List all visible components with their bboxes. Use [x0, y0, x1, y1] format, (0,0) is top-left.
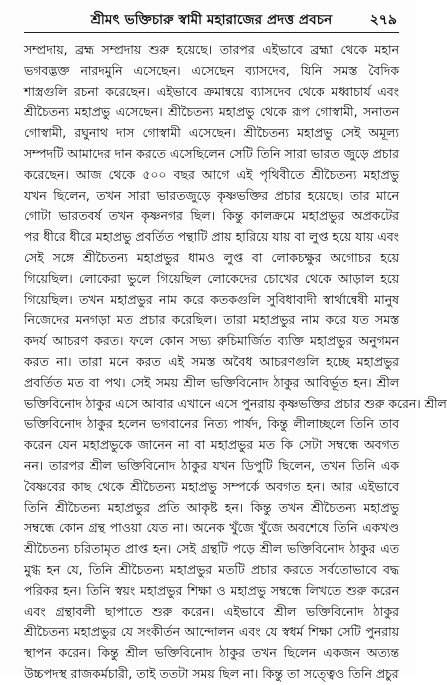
text-line: বৈষ্ণবের কাছ থেকে শ্রীচৈতন্য মহাপ্রভু সম্পর্কে অবগত হন। আর এইভাবে [24, 478, 399, 494]
text-line: নন। তারপর শ্রীল ভক্তিবিনোদ ঠাকুর যখন ডিপুটি ছিলেন, তখন তিনি এক [24, 457, 399, 473]
text-line: তিনি শ্রীচৈতন্য মহাপ্রভুর প্রতি আকৃষ্ট হন। কিন্তু তখন শ্রীচৈতন্য মহাপ্রভু [24, 499, 399, 515]
text-line: শ্রীচৈতন্য মহাপ্রভুর যে সংকীর্তন আন্দোলন এবং যে স্বধর্ম শিক্ষা সেটি পুনরায় [24, 624, 399, 640]
text-line: ভক্তিবিনোদ ঠাকুর এসে আবার এখানে এসে পুনরায় কৃষ্ণভক্তির প্রচার শুরু করেন। শ্রীল [24, 395, 447, 411]
text-line: ভক্তিবিনোদ ঠাকুর হলেন ভগবানের নিত্য পার্ষদ, কিন্তু লীলাচ্ছলে তিনি তাব [24, 416, 399, 432]
text-line: নিজেদের মনগড়া মত প্রচার করেছিল। তারা মহাপ্রভুর নাম করে যত সমস্ত [24, 312, 399, 328]
body-text [24, 40, 447, 685]
text-line: উচ্চপদস্থ রাজকর্মচারী, তাই ততটা সময় ছিল না। কিন্তু তা সত্ত্বেও তিনি প্রচুর [24, 665, 399, 681]
text-line: মুগ্ধ হন যে, তিনি শ্রীচৈতন্য মহাপ্রভুর মতটি প্রচার করতে সর্বতোভাবে বদ্ধ [24, 561, 399, 577]
text-line: সম্পদটি আমাদের দান করতে এসেছিলেন সেটি তিনি সারা ভারত জুড়ে প্রচার [24, 145, 399, 161]
text-line: সম্বন্ধে কোন গ্রন্থ পাওয়া যেত না। অনেক খুঁজে খুঁজে অবশেষে তিনি একখণ্ড [24, 520, 399, 536]
text-line: পরিকর হন। তিনি স্বয়ং মহাপ্রভুর শিক্ষা ও মহাপ্রভু সম্বন্ধে লিখতে শুরু করেন [24, 582, 399, 598]
running-header [24, 8, 399, 33]
text-line: কদর্য আচরণ করত। ফলে কোন সভ্য রুচিমার্জিত ব্যক্তি মহাপ্রভুর অনুগমন [24, 333, 399, 349]
text-line: গিয়েছিল। লোকেরা ভুলে গিয়েছিল লোকেদের চোখের থেকে আড়াল হয়ে [24, 270, 399, 286]
header-title: শ্রীমৎ ভক্তিচারু স্বামী মহারাজের প্রদত্ত প্রবচন [90, 11, 333, 28]
text-line: যখন ছিলেন, তখন সারা ভারতজুড়ে কৃষ্ণভক্তির প্রচার হয়েছে। তার মানে [24, 187, 399, 203]
page-number: ২৭৯ [369, 12, 397, 28]
text-line: শাস্ত্রগুলি রচনা করেছেন। এইভাবে ক্রমান্বয়ে ব্যাসদেব থেকে মধ্বাচার্য এবং [24, 83, 399, 99]
text-line: ভগবদ্ভক্ত নারদমুনি এসেছেন। এসেছেন ব্যাসদেব, যিনি সমস্ত বৈদিক [24, 62, 399, 78]
text-line: করেন যেন মহাপ্রভুকে জানেন না বা মহাপ্রভুর মত কি সেটা সম্বন্ধে অবগত [24, 437, 399, 453]
text-line: গিয়েছিল। তখন মহাপ্রভুর নাম করে কতকগুলি সুবিধাবাদী স্বার্থান্বেষী মানুষ [24, 291, 399, 307]
text-line: স্থাপন করেন। কিন্তু শ্রীল ভক্তিবিনোদ ঠাকুর তখন ছিলেন একজন অত্যন্ত [24, 645, 399, 661]
text-line: করত না। তারা মনে করত এই সমস্ত অবৈধ আচরণগুলি হচ্ছে মহাপ্রভুর [24, 353, 399, 369]
text-line: শ্রীচৈতন্য চরিতামৃত প্রাপ্ত হন। সেই গ্রন্থটি পড়ে শ্রীল ভক্তিবিনোদ ঠাকুর এত [24, 541, 399, 557]
text-line: এবং গ্রন্থাবলী ছাপাতে শুরু করেন। এইভাবে শ্রীল ভক্তিবিনোদ ঠাকুর [24, 603, 399, 619]
text-line: সেই সঙ্গে শ্রীচৈতন্য মহাপ্রভুর ধামও লুপ্ত বা লোকচক্ষুর অগোচর হয়ে [24, 249, 399, 265]
text-line: পর ধীরে ধীরে মহাপ্রভু প্রবর্তিত পন্থাটি প্রায় হারিয়ে যায় বা লুপ্ত হয়ে যায় এবং [24, 229, 399, 245]
text-line: গোটা ভারতবর্ষ তখন কৃষ্ণনগর ছিল। কিন্তু কালক্রমে মহাপ্রভুর অপ্রকটের [24, 208, 399, 224]
text-line: সম্প্রদায়, ব্রহ্ম সম্প্রদায় শুরু হয়েছে। তারপর এইভাবে ব্রহ্মা থেকে মহান [24, 42, 399, 57]
text-line: করেছেন। আজ থেকে ৫০০ বছর আগে এই পৃথিবীতে শ্রীচৈতন্য মহাপ্রভু [24, 166, 399, 182]
text-line: প্রবর্তিত মত বা পথ। সেই সময় শ্রীল ভক্তিবিনোদ ঠাকুর আবির্ভূত হন। শ্রীল [24, 374, 399, 390]
text-line: গোস্বামী, রঘুনাথ দাস গোস্বামী এসেছেন। শ্রীচৈতন্য মহাপ্রভু সেই অমূল্য [24, 125, 399, 141]
text-line: শ্রীচৈতন্য মহাপ্রভু এসেছেন। শ্রীচৈতন্য মহাপ্রভু থেকে রূপ গোস্বামী, সনাতন [24, 104, 399, 120]
